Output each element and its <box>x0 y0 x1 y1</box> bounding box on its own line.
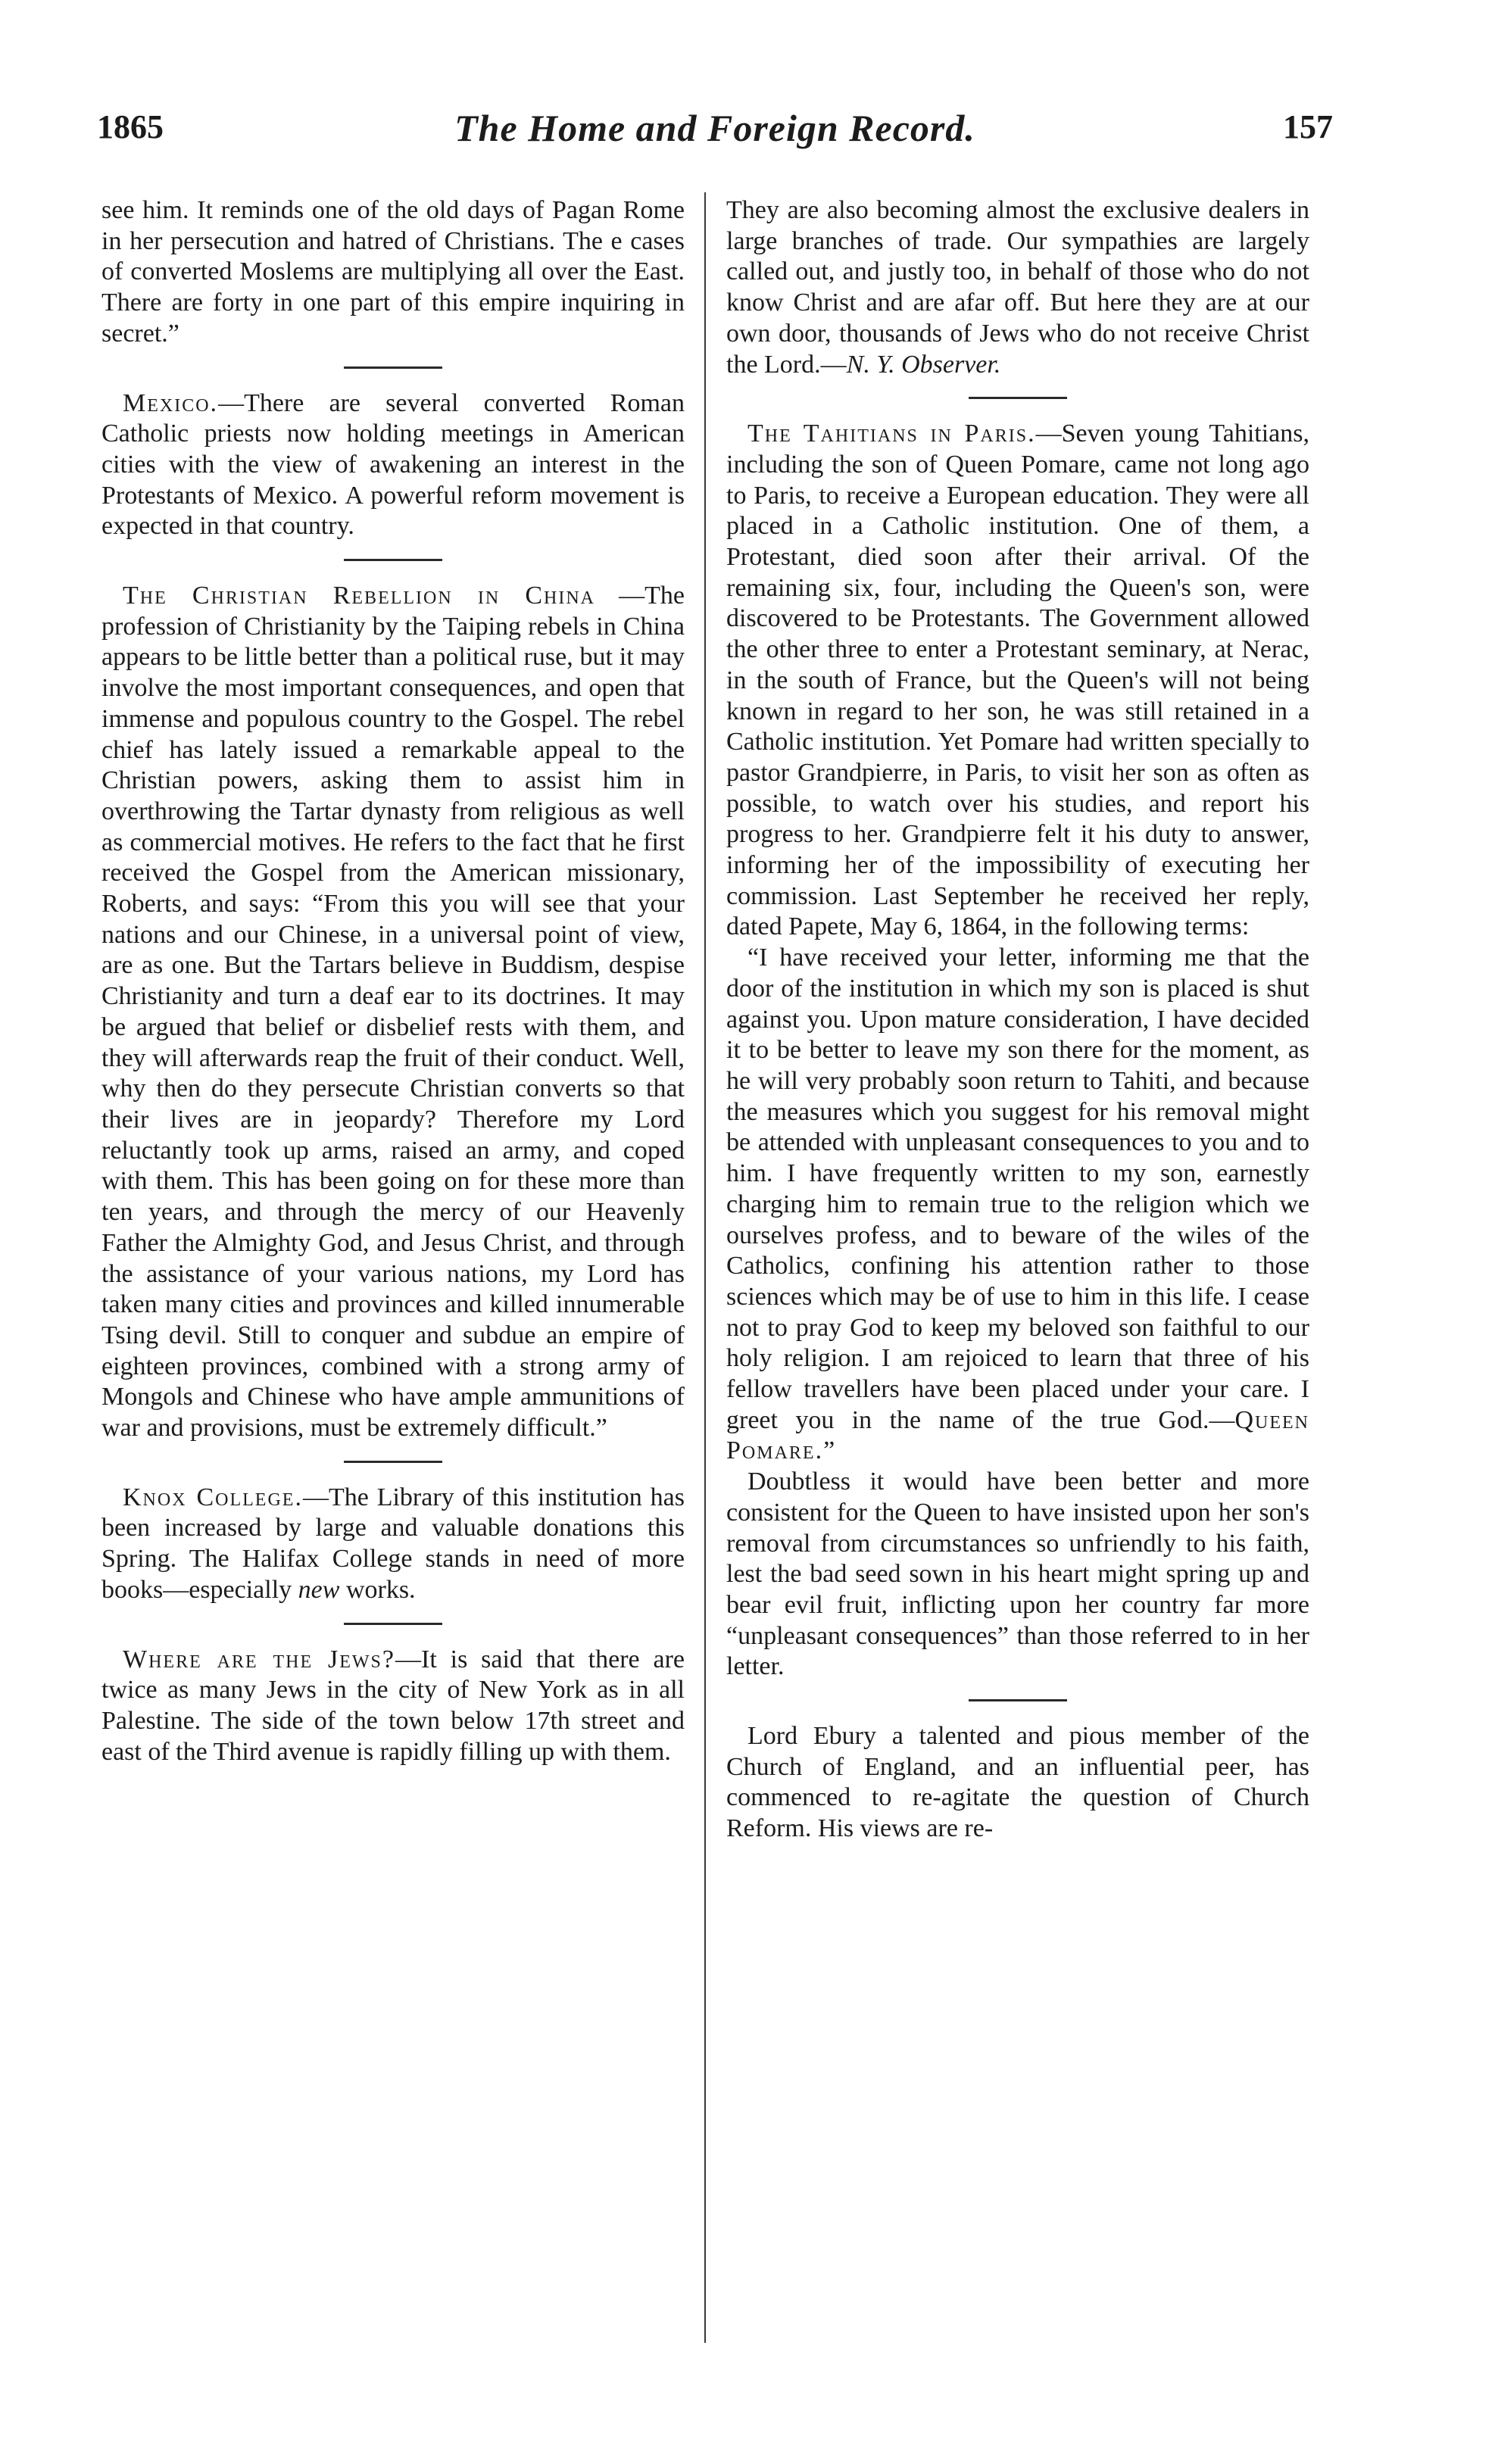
mexico-article <box>101 388 685 543</box>
mexico-heading: Mexico. <box>123 388 219 417</box>
jews-continued <box>726 195 1309 380</box>
page-number: 157 <box>1283 108 1333 145</box>
china-article <box>101 581 685 1444</box>
doubtless-paragraph: Doubtless it would have been better and more consistent for the Queen to have insisted upon her son's removal from circumstances so unfriendly to his faith, lest the bad seed sown in his heart might spring up and bear evil fruit, inflicting upon her country far more “unpleasant consequences” than those referred to in her letter. <box>726 1467 1309 1681</box>
section-separator <box>344 366 442 369</box>
knox-heading: Knox College. <box>123 1483 303 1511</box>
jews-heading: Where are the Jews? <box>123 1645 395 1673</box>
knox-article <box>101 1483 685 1606</box>
tahiti-body: —Seven young Tahitians, including the son of Queen Pomare, came not long ago to Paris, to receive a European education. They were all placed in a Catholic institution. One of them, a Protestant, died soon after their arrival. Of the remaining six, four, including the Queen's son, were discovered to be Protestants. The Government allowed the other three to enter a Protestant seminary, at Nerac, in the south of France, but the Queen's will not being known in regard to her son, he was still retained in a Catholic institution. Yet Pomare had written specially to pastor Grandpierre, in Paris, to visit her son as often as possible, to watch over his studies, and report his progress to her. Grandpierre felt it his duty to answer, informing her of the impossibility of executing her commission. Last September he received her reply, dated Papete, May 6, 1864, in the following terms: <box>726 420 1309 941</box>
header-year: 1865 <box>97 108 164 145</box>
letter-signature: Queen Pomare. <box>726 1405 1309 1465</box>
source-citation: N. Y. Observer. <box>846 350 1001 379</box>
column-divider <box>704 192 706 2343</box>
china-heading: The Christian Rebellion in China <box>123 582 595 610</box>
letter-close: ” <box>823 1436 835 1465</box>
section-separator <box>344 1461 442 1463</box>
jews-article <box>101 1645 685 1768</box>
right-column <box>726 195 1309 2316</box>
journal-title: The Home and Foreign Record. <box>454 107 975 149</box>
left-column <box>101 195 685 2316</box>
section-separator <box>344 559 442 561</box>
tahiti-article <box>726 419 1309 943</box>
jews-continued-body: They are also becoming almost the exclusive dealers in large branches of trade. Our sympathies are largely called out, and justly too, in behalf of those who do not know Christ and are afar off. But here they are at our own door, thousands of Jews who do not receive Christ the Lord.— <box>726 196 1309 379</box>
pomare-letter <box>726 943 1309 1467</box>
running-header <box>97 106 1333 159</box>
ebury-paragraph: Lord Ebury a talented and pious member of the Church of England, and an influential peer, has commenced to re-agitate the question of Church Reform. His views are re- <box>726 1722 1309 1843</box>
section-separator <box>344 1623 442 1625</box>
continued-paragraph: see him. It reminds one of the old days of Pagan Rome in her persecution and hatred of Christians. The e cases of converted Moslems are multiplying all over the East. There are forty in one part of this empire inquiring in secret.” <box>101 196 685 348</box>
knox-body: —The Library of this institution has been increased by large and valuable donations this Spring. The Halifax College stands in need of more books—especially <box>101 1483 685 1604</box>
knox-emphasis: new <box>298 1575 340 1604</box>
tahiti-heading: The Tahitians in Paris. <box>747 420 1036 448</box>
section-separator <box>969 397 1067 399</box>
mexico-body: —There are several converted Roman Catholic priests now holding meetings in American cities with the view of awakening an interest in the Protestants of Mexico. A powerful reform movement is expected in that country. <box>101 388 685 541</box>
jews-body: —It is said that there are twice as many Jews in the city of New York as in all Palestine. The side of the town below 17th street and east of the Third avenue is rapidly filling up with them. <box>101 1645 685 1766</box>
letter-body: “I have received your letter, informing me that the door of the institution in which my son is placed is shut against you. Upon mature consideration, I have decided it to be better to leave my son there for the moment, as he will very probably soon return to Tahiti, and because the measures which you suggest for his removal might be attended with unpleasant consequences to you and to him. I have frequently written to my son, earnestly charging him to remain true to the religion which we ourselves profess, and to beware of the wiles of the Catholics, confining his attention rather to those sciences which may be of use to him in this life. I cease not to pray God to keep my beloved son faithful to our holy religion. I am rejoiced to learn that three of his fellow travellers have been placed under your care. I greet you in the name of the true God.— <box>726 943 1309 1434</box>
china-body: —The profession of Christianity by the Taiping rebels in China appears to be little better than a political ruse, but it may involve the most important consequences, and open that immense and populous country to the Gospel. The rebel chief has lately issued a remarkable appeal to the Christian powers, asking them to assist him in overthrowing the Tartar dynasty from religious as well as commercial motives. He refers to the fact that he first received the Gospel from the American missionary, Roberts, and says: “From this you will see that your nations and our Chinese, in a universal point of view, are as one. But the Tartars believe in Buddism, despise Christianity and turn a deaf ear to its doctrines. It may be argued that belief or disbelief rests with them, and they will afterwards reap the fruit of their conduct. Well, why then do they persecute Christian converts so that their lives are in jeopardy? Therefore my Lord reluctantly took up arms, raised an army, and coped with them. This has been going on for these more than ten years, and through the mercy of our Heavenly Father the Almighty God, and Jesus Christ, and through the assistance of your various nations, my Lord has taken many cities and provinces and killed innumerable Tsing devil. Still to conquer and subdue an empire of eighteen provinces, combined with a strong army of Mongols and Chinese who have ample ammunitions of war and provisions, must be extremely difficult.” <box>101 582 685 1443</box>
section-separator <box>969 1699 1067 1701</box>
knox-body-end: works. <box>339 1575 416 1604</box>
